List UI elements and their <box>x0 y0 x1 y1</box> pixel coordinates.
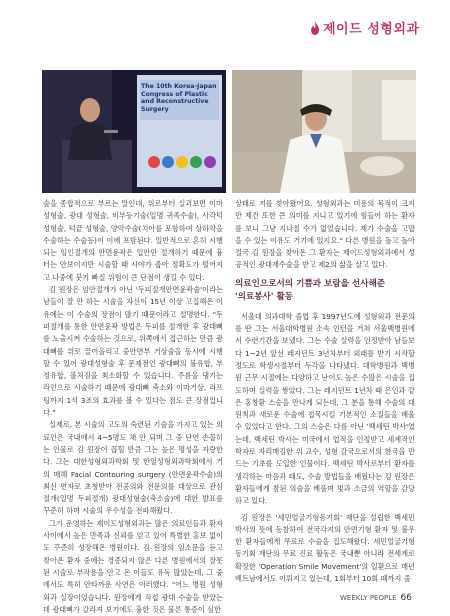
right-column <box>235 198 415 585</box>
page-footer <box>340 593 412 603</box>
paragraph: 서울대 의과대학 졸업 후 1997년도에 성형외과 전문의를 딴 그는 서울대학병원 소속 인턴을 거쳐 서울백병원에서 수련기간을 보냈다. 그는 수술 실력을 인정받아 남들보다 1~2년 앞선 레지던트 3년차부터 외래를 받기 시작할 정도로 학생시절부터 두각을 나타냈다. 대학병원과 백병원 근무 시절에는 다양하고 난이도 높은 수많은 시술을 집도하며 실력을 쌓았다. 그는 레지던트 1년차 때 은인과 같은 홍창환 스승을 만나게 되는데, 그 분을 통해 수술의 대원칙과 새로운 수술에 접목시킬 기본적인 소질들을 배울 수 있었다고 한다. 그의 스승은 다름 아닌 '백세틴 박사'였는데, 백세틴 박사는 미국에서 업적을 인정받고 세계적인 학자로 자리매김한 위 교수, 성형 감국으로서의 한국을 만드는 기초를 도입한 인물이다. 백세틴 박사로부터 환자를 생각하는 마음과 태도, 수술 방법들을 배웠다는 김 원장은 환자들에게 참된 의술을 베풀며 빛과 소금의 역할을 감당하고 있다. <box>235 311 415 506</box>
paragraph: 그가 운영하는 제이드성형외과는 많은 의료인들과 환자 사이에서 높은 만족과 신뢰를 얻고 있어 특별한 홍보 없이도 꾸준히 성장해온 병원이다. 김 원장의 임소문을 듣고 찾아온 환자 중에는 경증되지 않은 다른 병원에서의 잘못된 시술로 부작용을 안고 온 이들도 유독 많았는데, 그 중에서도 특히 안타까운 사연은 이러했다. "어느 병원 성형외과 실장이었습니다. 원장에게 직접 광대 수술을 받았는데 광대뼈가 갈라져 보기에도 흉한 것은 물론 통증이 심한 <box>43 518 223 614</box>
flame-icon <box>310 21 320 35</box>
doctor-photo <box>232 70 416 193</box>
paragraph: 실제로, 본 시술의 고도의 숙련된 기술을 가지고 있는 의료인은 국내에서 4~5명도 채 안 되며 그 중 단연 손꼽히는 인물로 김 원장이 꼽힐 만큼 그는 높은 명성을 자랑한다. 그는 대한성형외과학회 및 한일성형외과학회에서 거의 매해 Facial Contouring surgery (안면윤곽수술)의 최신 연자로 초청받아 전공의와 전문의를 대상으로 관심절개(일명 두피절개) 광대성형술(축소술)에 대한 발표를 꾸준히 하며 시술의 우수성을 전파해왔다. <box>43 420 223 516</box>
section-header <box>310 18 419 37</box>
banner-text: The 10th Korea-Japan Congress of Plastic and Reconstructive Surgery <box>141 83 217 113</box>
subheading-line: 의료인으로서의 기쁨과 보람을 선사해준 <box>235 278 386 289</box>
conference-photo <box>42 70 226 193</box>
paragraph: 김 원장은 임안절개가 아닌 '두피절개안면윤곽술'이라는 남들이 잘 안 하는 시술을 자신이 15년 이상 고집해온 이유에는 이 수술의 장점이 많기 때문이라고 설명한다. "두피절개를 통한 안면윤곽 방법은 두피를 절개한 후 광대뼈를 노출시켜 수술하는 것으로, 위쪽에서 접근하는 만큼 광대뼈를 위로 끌어올리고 중안면부 거상술을 동시에 시행할 수 있어 광대성형술 후 문제점인 광대뼈의 불유합, 부정유합, 볼처짐을 최소화할 수 있습니다. 주름을 댕기는 라인으로 시술하기 때문에 광대뼈 축소와 이마거상, 리프팅까지 1석 3조의 효과를 볼 수 있다는 점도 큰 장점입니다." <box>43 285 223 418</box>
paragraph: 술을 종합적으로 부르는 말인데, 위로부터 실괴보면 이마 성형술, 광대 성형술, 비부등기술(일명 귀족수술), 사각턱 성형술, 턱끝 성형술, 양악수술(치아를 포함하여 상하악을 수술하는 수술등)이 이에 포함된다. 일반적으로 흔히 시행되는 임인절개의 안면윤곽은 입안만 절개하기 때문에 흉터는 안보이지만 시술할 때 시야가 좁아 정확도가 떨어지고 나중에 붓기 빠질 위험이 큰 단점이 생길 수 있다. <box>43 199 223 282</box>
left-column <box>43 198 223 616</box>
section-title: 제이드 성형외과 <box>323 22 420 37</box>
subheading-line: '의료봉사' 활동 <box>235 291 294 302</box>
section-subheading <box>235 278 415 304</box>
publication-name: WEEKLY PEOPLE <box>340 594 397 602</box>
paragraph: 김 원장은 '세민얼굴기형동기회' 재단을 설립한 백세민 박사의 뜻에 동참하여 전국각지의 안면기형 환자 및 불우한 환자들에게 무료로 수술을 집도해왔다. 세민얼굴기형동기회 재단의 무료 진료 활동은 국내뿐 아니라 전세계로 확장한 'Operation Smile Movement'의 일환으로 매년 베트남에서도 이뤄지고 있는데, 1회부터 10회 때까지 줄 <box>235 512 415 584</box>
page-number: 66 <box>400 593 412 603</box>
paragraph: 상태로 저를 찾아왔어요. 성형외과는 미용의 목적이 크지만 제건 또한 큰 의미를 지니고 있기에 힘들어 하는 환자를 보니 그냥 지나칠 수가 없었습니다. 제가 수술을 고맙을 수 있는 이유도 거기에 있지요." 다른 병원을 돌고 돌아 결국 김 원장을 찾아온 그 환자는 제이드성형외과에서 성공적인 광대재수술을 받고 제2의 삶을 살고 있다. <box>235 199 415 270</box>
